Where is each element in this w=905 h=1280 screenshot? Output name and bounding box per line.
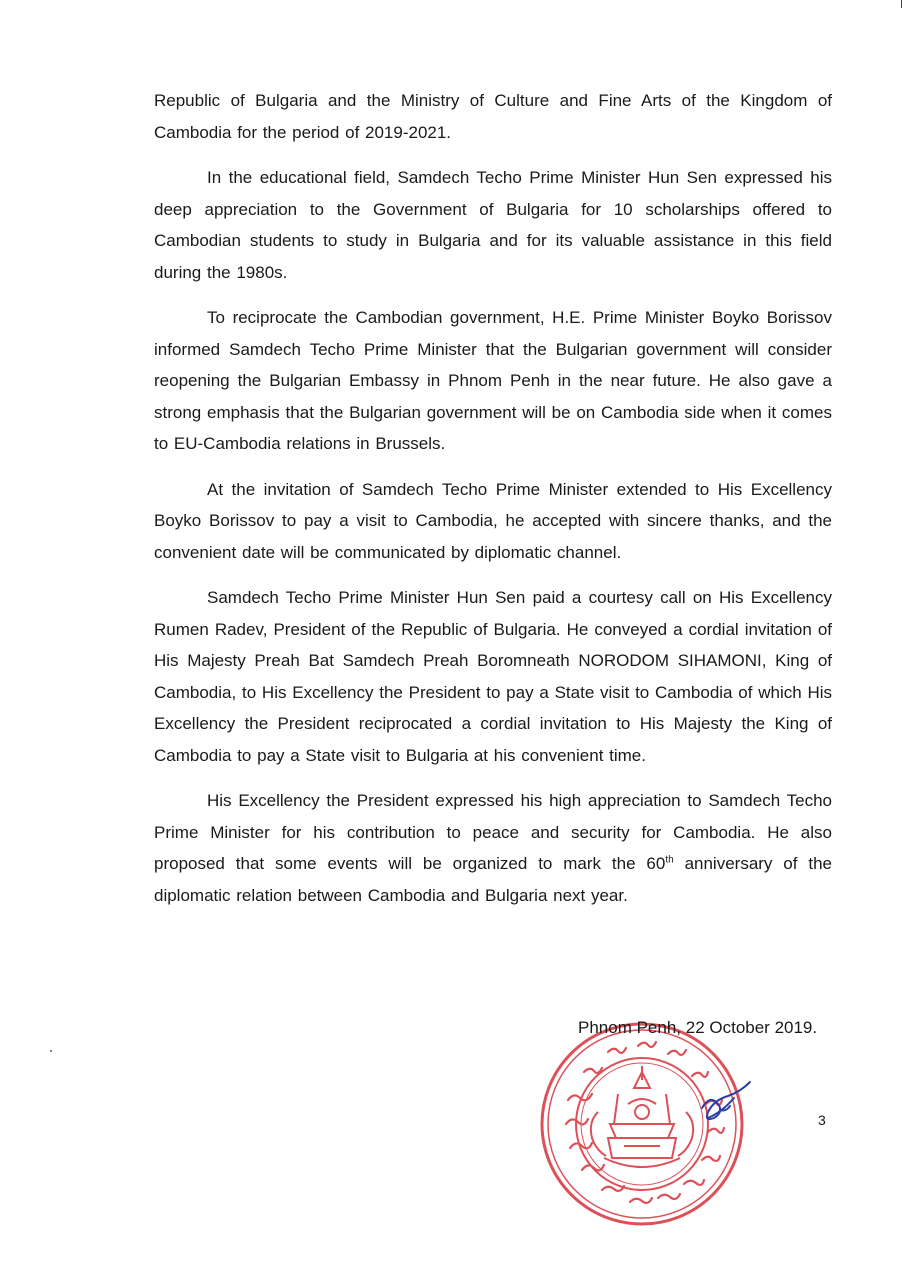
- paragraph-5: Samdech Techo Prime Minister Hun Sen paid a courtesy call on His Excellency Rumen Radev, President of the Republic of Bulgaria. He conveyed a cordial invitation of His Majesty Preah Bat Samdech Preah Boromneath NORODOM SIHAMONI, King of Cambodia, to His Excellency the President to pay a State visit to Cambodia of which His Excellency the President reciprocated a cordial invitation to His Majesty the King of Cambodia to pay a State visit to Bulgaria at his convenient time.: [154, 588, 832, 765]
- paragraph-6-text-a: His Excellency the President expressed his high appreciation to Samdech Techo Prime Minister for his contribution to peace and security for Cambodia. He also proposed that some events will be organized to mark the 60: [154, 791, 832, 873]
- ordinal-superscript: th: [665, 854, 674, 866]
- paragraph-2: In the educational field, Samdech Techo Prime Minister Hun Sen expressed his deep appreciation to the Government of Bulgaria for 10 scholarships offered to Cambodian students to study in Bulgaria and for its valuable assistance in this field during the 1980s.: [154, 168, 832, 282]
- signature-icon: [690, 1080, 760, 1130]
- document-body: [154, 85, 832, 925]
- scan-dot: [50, 1050, 52, 1052]
- paragraph-1: Republic of Bulgaria and the Ministry of Culture and Fine Arts of the Kingdom of Cambodia for the period of 2019-2021.: [154, 91, 832, 142]
- paragraph-4: At the invitation of Samdech Techo Prime Minister extended to His Excellency Boyko Borissov to pay a visit to Cambodia, he accepted with sincere thanks, and the convenient date will be communicated by diplomatic channel.: [154, 479, 832, 562]
- place-and-date: Phnom Penh, 22 October 2019.: [578, 1018, 818, 1037]
- edge-mark: [901, 0, 902, 8]
- paragraph-3: To reciprocate the Cambodian government, H.E. Prime Minister Boyko Borissov informed Samdech Techo Prime Minister that the Bulgarian government will consider reopening the Bulgarian Embassy in Phnom Penh in the near future. He also gave a strong emphasis that the Bulgarian government will be on Cambodia side when it comes to EU-Cambodia relations in Brussels.: [154, 308, 832, 453]
- paragraph-6-text-b: anniversary of the diplomatic relation between Cambodia and Bulgaria next year.: [154, 854, 832, 905]
- page-number: 3: [818, 1112, 826, 1128]
- paragraph-6: [154, 785, 832, 911]
